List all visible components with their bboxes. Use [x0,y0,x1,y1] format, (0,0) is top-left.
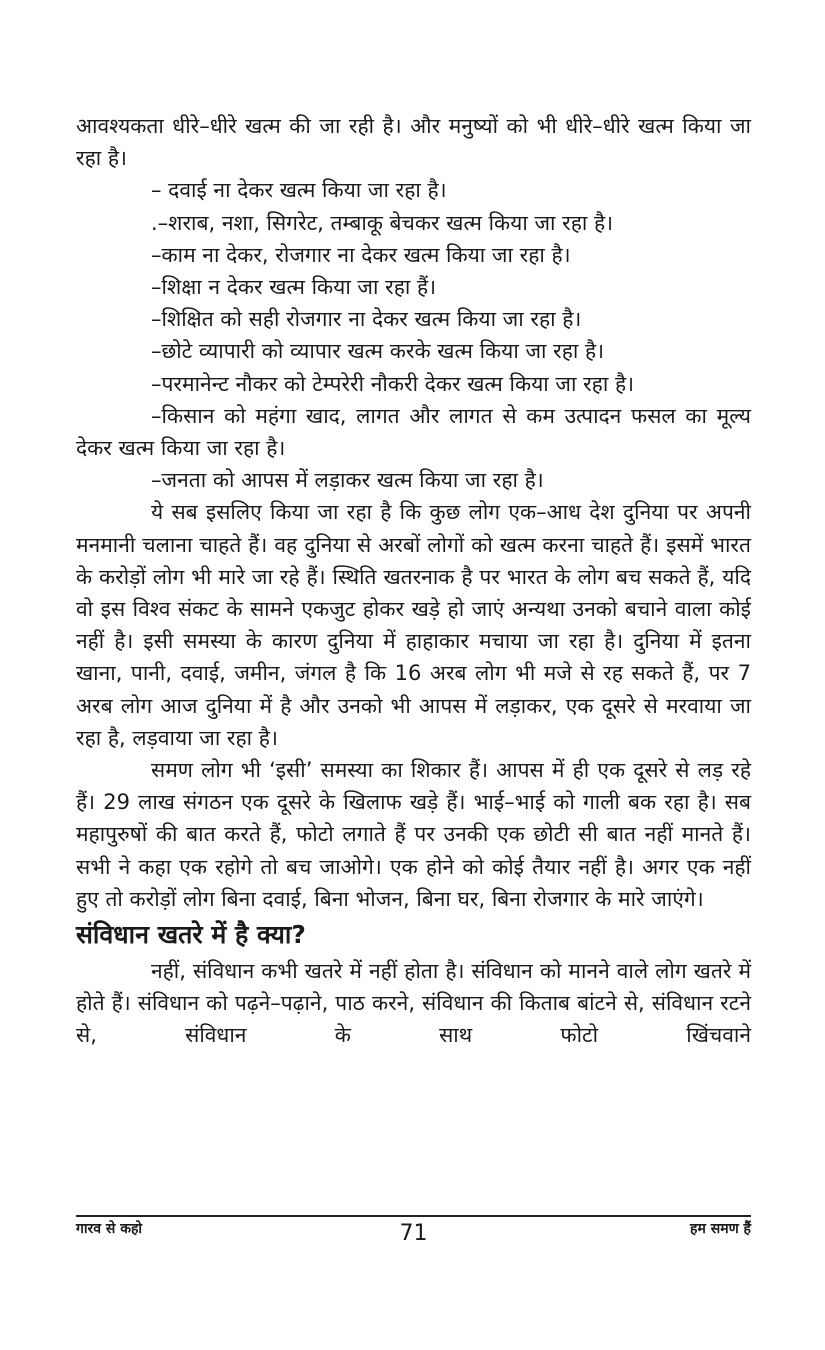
list-item: – दवाई ना देकर खत्म किया जा रहा है। [151,178,447,203]
section-heading: संविधान खतरे में है क्या? [76,920,306,950]
page-footer [76,1215,751,1247]
list-item: –शिक्षा न देकर खत्म किया जा रहा हैं। [151,275,437,300]
list-item: –किसान को महंगा खाद, लागत और लागत से कम उत्पादन फसल का मूल्य देकर खत्म किया जा रहा है। [76,403,751,461]
list-item: –छोटे व्यापारी को व्यापार खत्म करके खत्म किया जा रहा है। [151,339,605,364]
footer-right-title: हम समण हैं [690,1221,751,1237]
page-body [76,110,751,1052]
paragraph-1: आवश्यकता धीरे–धीरे खत्म की जा रही है। और मनुष्यों को भी धीरे–धीरे खत्म किया जा रहा है। [76,114,751,171]
list-item: –शिक्षित को सही रोजगार ना देकर खत्म किया जा रहा है। [151,307,582,332]
paragraph-constitution: नहीं, संविधान कभी खतरे में नहीं होता है। संविधान को मानने वाले लोग खतरे में होते हैं। संविधान को पढ़ने–पढ़ाने, पाठ करने, संविधान की किताब बांटने से, संविधान रटने से, संविधान के साथ फोटो खिंचवाने [76,959,751,1048]
list-item: –जनता को आपस में लड़ाकर खत्म किया जा रहा है। [151,468,544,493]
list-item: –परमानेन्ट नौकर को टेम्परेरी नौकरी देकर खत्म किया जा रहा है। [151,371,635,396]
footer-left-title: गारव से कहो [76,1221,143,1237]
list-item: .–शराब, नशा, सिगरेट, तम्बाकू बेचकर खत्म किया जा रहा है। [151,210,614,235]
paragraph-saman: समण लोग भी ‘इसी’ समस्या का शिकार हैं। आपस में ही एक दूसरे से लड़ रहे हैं। 29 लाख संगठन एक दूसरे के खिलाफ खड़े हैं। भाई–भाई को गाली बक रहा है। सब महापुरुषों की बात करते हैं, फोटो लगाते हैं पर उनकी एक छोटी सी बात नहीं मानते हैं। सभी ने कहा एक रहोगे तो बच जाओगे। एक होने को कोई तैयार नहीं है। अगर एक नहीं हुए तो करोड़ों लोग बिना दवाई, बिना भोजन, बिना घर, बिना रोजगार के मारे जाएंगे। [76,758,751,911]
list-item: –काम ना देकर, रोजगार ना देकर खत्म किया जा रहा है। [151,242,571,267]
paragraph-reason: ये सब इसलिए किया जा रहा है कि कुछ लोग एक–आध देश दुनिया पर अपनी मनमानी चलाना चाहते हैं। वह दुनिया से अरबों लोगों को खत्म करना चाहते हैं। इसमें भारत के करोड़ों लोग भी मारे जा रहे हैं। स्थिति खतरनाक है पर भारत के लोग बच सकते हैं, यदि वो इस विश्व संकट के सामने एकजुट होकर खड़े हो जाएं अन्यथा उनको बचाने वाला कोई नहीं है। इसी समस्या के कारण दुनिया में हाहाकार मचाया जा रहा है। दुनिया में इतना खाना, पानी, दवाई, जमीन, जंगल है कि 16 अरब लोग भी मजे से रह सकते हैं, पर 7 अरब लोग आज दुनिया में है और उनको भी आपस में लड़ाकर, एक दूसरे से मरवाया जा रहा है, लड़वाया जा रहा है। [76,500,751,750]
page-number: 71 [399,1221,428,1246]
